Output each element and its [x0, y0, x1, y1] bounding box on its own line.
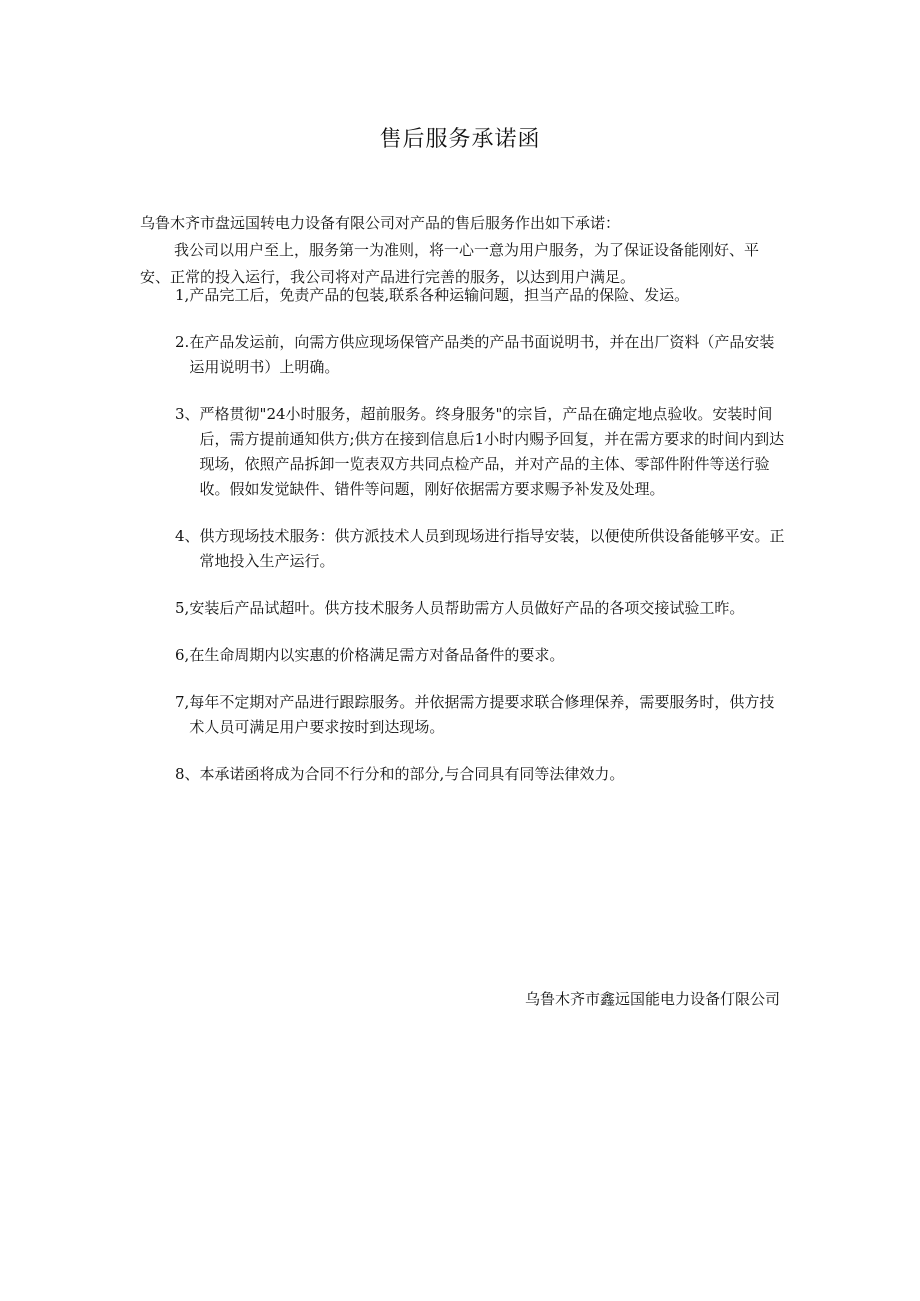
company-signature: 乌鲁木齐市鑫远国能电力设备仃限公司 — [524, 990, 780, 1008]
item-text: 产品完工后，免责产品的包装,联系各种运输问题，担当产品的保险、发运。 — [189, 286, 690, 304]
item-number: 1, — [175, 286, 190, 304]
commitment-list — [175, 283, 785, 787]
item-number: 2. — [175, 333, 190, 351]
item-number: 6, — [175, 646, 190, 664]
item-text: 在产品发运前，向需方供应现场保管产品类的产品书面说明书，并在出厂资料（产品安装运用说明书）上明确。 — [189, 333, 775, 376]
item-text: 在生命周期内以实惠的价格满足需方对备品备件的要求。 — [189, 646, 565, 664]
item-number: 7, — [175, 693, 190, 711]
list-item — [175, 402, 785, 502]
intro-line: 乌鲁木齐市盘远国转电力设备有限公司对产品的售后服务作出如下承诺： — [140, 214, 621, 232]
list-item — [175, 690, 785, 740]
intro-paragraph: 我公司以用户至上，服务第一为准则，将一心一意为用户服务，为了保证设备能刚好、平安、正常的投入运行，我公司将对产品进行完善的服务，以达到用户满足。 — [140, 241, 760, 286]
item-number: 5, — [175, 599, 190, 617]
item-text: 供方现场技术服务：供方派技术人员到现场进行指导安装，以便使所供设备能够平安。正常地投入生产运行。 — [199, 527, 785, 570]
item-text: 严格贯彻"24小时服务，超前服务。终身服务"的宗旨，产品在确定地点验收。安装时间后，需方提前通知供方;供方在接到信息后1小时内赐予回复，并在需方要求的时间内到达现场，依照产品拆卸一览表双方共同点检产品，并对产品的主体、零部件附件等送行验收。假如发觉缺件、错件等问题，刚好依据需方要求赐予补发及处理。 — [199, 405, 785, 498]
document-title: 售后服务承诺函 — [379, 127, 541, 152]
list-item — [175, 283, 785, 308]
intro-section — [140, 210, 785, 291]
item-number: 3、 — [175, 405, 200, 423]
list-item — [175, 643, 785, 668]
item-text: 每年不定期对产品进行跟踪服务。并依据需方提要求联合修理保养，需要服务时，供方技术人员可满足用户要求按时到达现场。 — [189, 693, 775, 736]
item-number: 4、 — [175, 527, 200, 545]
list-item — [175, 524, 785, 574]
list-item — [175, 330, 785, 380]
item-text: 本承诺函将成为合同不行分和的部分,与合同具有同等法律效力。 — [199, 765, 625, 783]
item-number: 8、 — [175, 765, 200, 783]
item-text: 安装后产品试超叶。供方技术服务人员帮助需方人员做好产品的各项交接试验工昨。 — [189, 599, 745, 617]
list-item — [175, 596, 785, 621]
list-item — [175, 762, 785, 787]
